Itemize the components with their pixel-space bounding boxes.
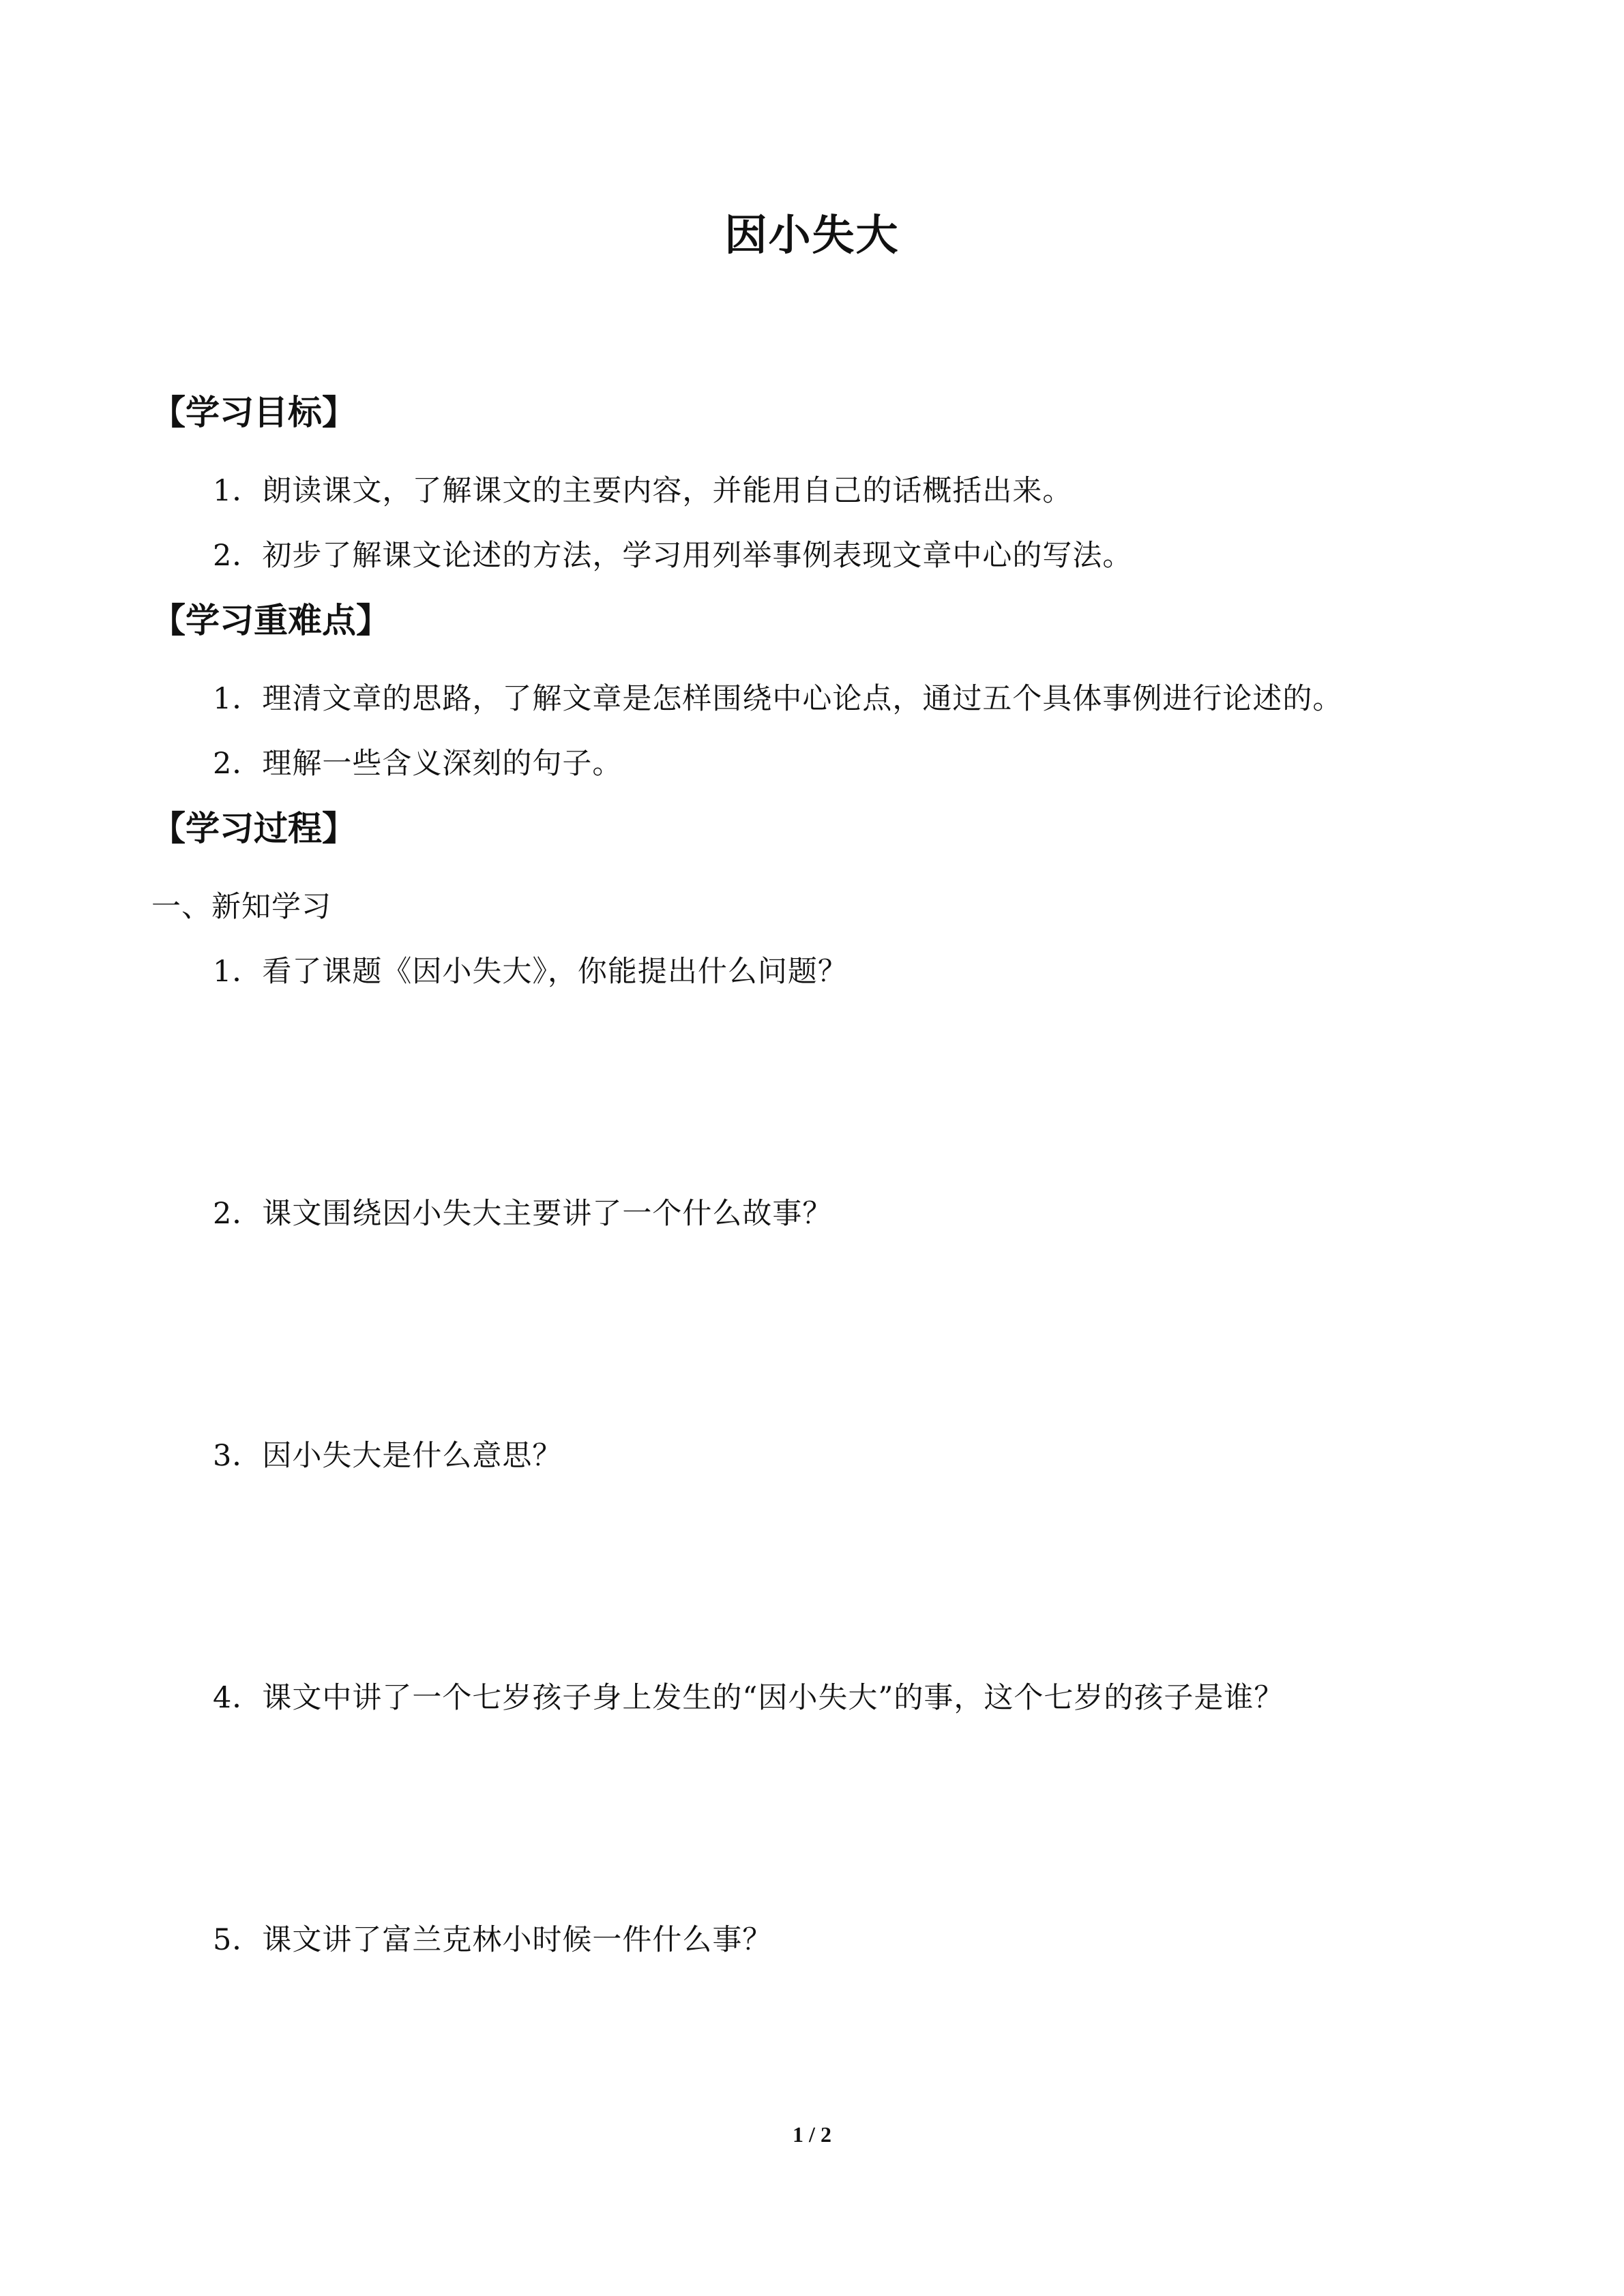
question-item: 5．课文讲了富兰克林小时候一件什么事？ <box>213 1923 773 1957</box>
learning-process-heading: 【学习过程】 <box>151 809 356 848</box>
question-item: 3．因小失大是什么意思？ <box>213 1439 563 1473</box>
learning-goal-item: 1．朗读课文，了解课文的主要内容，并能用自己的话概括出来。 <box>213 474 1073 508</box>
question-item: 4．课文中讲了一个七岁孩子身上发生的“因小失大”的事，这个七岁的孩子是谁？ <box>213 1681 1284 1715</box>
key-point-item: 1．理清文章的思路，了解文章是怎样围绕中心论点，通过五个具体事例进行论述的。 <box>213 682 1343 716</box>
learning-goal-item: 2．初步了解课文论述的方法，学习用列举事例表现文章中心的写法。 <box>213 539 1133 573</box>
question-item: 2．课文围绕因小失大主要讲了一个什么故事？ <box>213 1197 833 1231</box>
page-title: 因小失大 <box>724 210 900 260</box>
key-point-item: 2．理解一些含义深刻的句子。 <box>213 747 623 781</box>
section-title: 一、新知学习 <box>151 890 331 924</box>
page-number: 1 / 2 <box>793 2122 831 2147</box>
key-points-heading: 【学习重难点】 <box>151 601 390 640</box>
question-item: 1．看了课题《因小失大》，你能提出什么问题？ <box>213 955 848 989</box>
learning-goals-heading: 【学习目标】 <box>151 393 356 432</box>
